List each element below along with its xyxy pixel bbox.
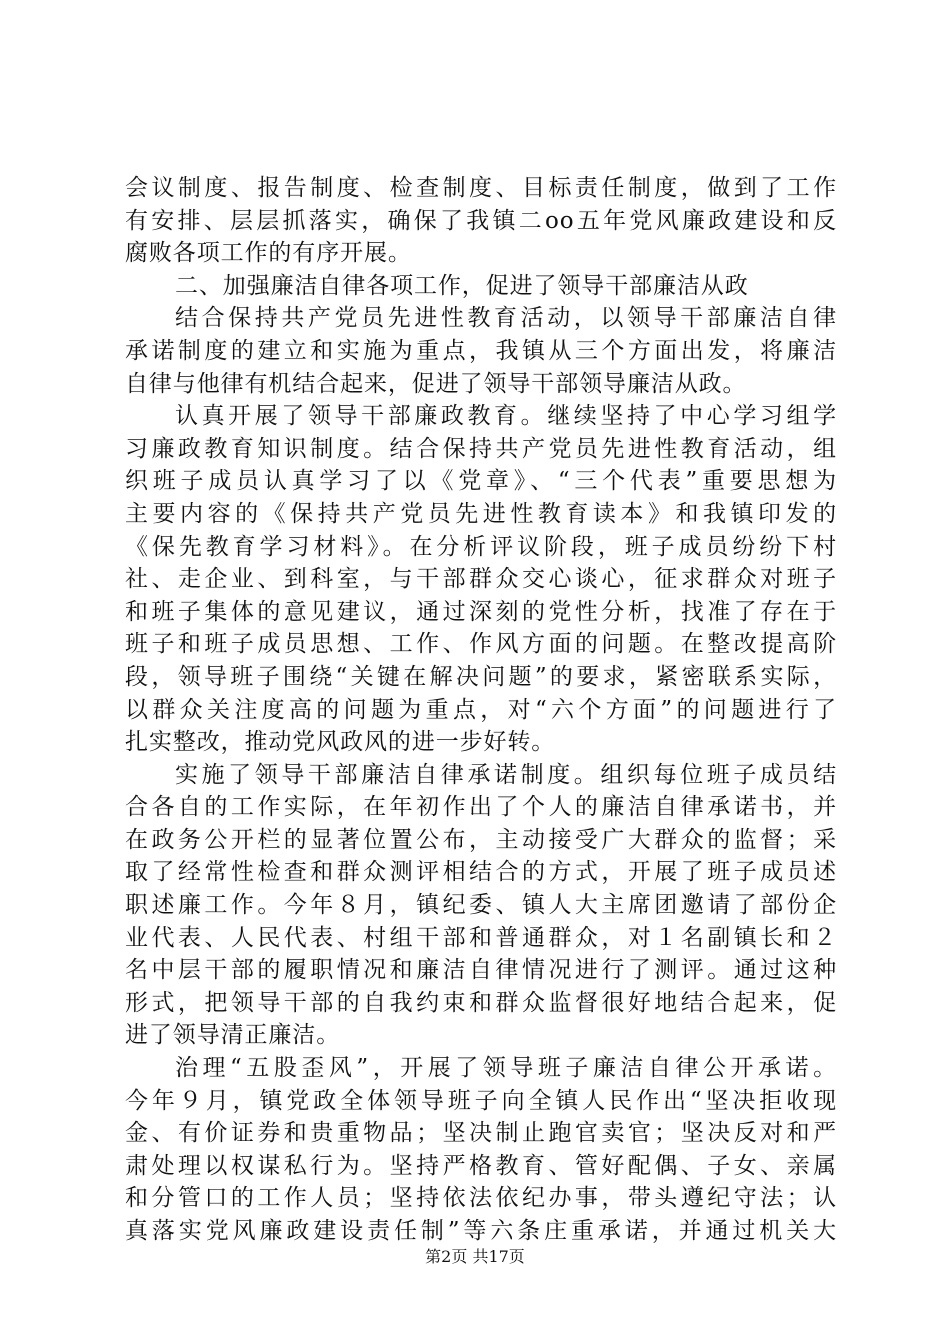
text-line: 以群众关注度高的问题为重点，对“六个方面”的问题进行了 <box>125 696 837 723</box>
text-line: 业代表、人民代表、村组干部和普通群众，对１名副镇长和２ <box>125 924 837 951</box>
page-footer: 第2页 共17页 <box>425 1247 525 1266</box>
text-line: 主要内容的《保持共产党员先进性教育读本》和我镇印发的 <box>125 500 837 527</box>
text-line: 认真开展了领导干部廉政教育。继续坚持了中心学习组学 <box>175 403 837 430</box>
text-line: 腐败各项工作的有序开展。 <box>125 240 412 267</box>
text-line: 织班子成员认真学习了以《党章》、“三个代表”重要思想为 <box>125 468 837 495</box>
text-line: 习廉政教育知识制度。结合保持共产党员先进性教育活动，组 <box>125 435 837 462</box>
text-line: 形式，把领导干部的自我约束和群众监督很好地结合起来，促 <box>125 989 837 1016</box>
text-line: 和分管口的工作人员；坚持依法依纪办事，带头遵纪守法；认 <box>125 1185 837 1212</box>
text-line: 实施了领导干部廉洁自律承诺制度。组织每位班子成员结 <box>175 761 837 788</box>
text-line: 进了领导清正廉洁。 <box>125 1022 341 1049</box>
text-line: 取了经常性检查和群众测评相结合的方式，开展了班子成员述 <box>125 859 837 886</box>
text-line: 自律与他律有机结合起来，促进了领导干部领导廉洁从政。 <box>125 370 747 397</box>
text-line: 名中层干部的履职情况和廉洁自律情况进行了测评。通过这种 <box>125 957 837 984</box>
text-line: 会议制度、报告制度、检查制度、目标责任制度，做到了工作 <box>125 175 837 201</box>
text-line: 二、加强廉洁自律各项工作，促进了领导干部廉洁从政 <box>175 272 749 299</box>
text-line: 和班子集体的意见建议，通过深刻的党性分析，找准了存在于 <box>125 598 837 625</box>
text-line: 段，领导班子围绕“关键在解决问题”的要求，紧密联系实际， <box>125 663 837 690</box>
text-line: 今年９月，镇党政全体领导班子向全镇人民作出“坚决拒收现 <box>125 1087 837 1114</box>
text-line: 治理“五股歪风”，开展了领导班子廉洁自律公开承诺。 <box>175 1055 837 1082</box>
text-line: 肃处理以权谋私行为。坚持严格教育、管好配偶、子女、亲属 <box>125 1152 837 1179</box>
text-line: 《保先教育学习材料》。在分析评议阶段，班子成员纷纷下村 <box>125 533 837 560</box>
text-line: 承诺制度的建立和实施为重点，我镇从三个方面出发，将廉洁 <box>125 337 837 364</box>
body-text <box>125 172 837 1248</box>
text-line: 金、有价证券和贵重物品；坚决制止跑官卖官；坚决反对和严 <box>125 1120 837 1147</box>
text-line: 在政务公开栏的显著位置公布，主动接受广大群众的监督；采 <box>125 826 837 853</box>
text-line: 职述廉工作。今年８月，镇纪委、镇人大主席团邀请了部份企 <box>125 892 837 919</box>
text-line: 班子和班子成员思想、工作、作风方面的问题。在整改提高阶 <box>125 631 837 658</box>
text-line: 合各自的工作实际，在年初作出了个人的廉洁自律承诺书，并 <box>125 794 837 821</box>
text-line: 扎实整改，推动党风政风的进一步好转。 <box>125 729 556 756</box>
text-line: 结合保持共产党员先进性教育活动，以领导干部廉洁自律 <box>175 305 837 332</box>
text-line: 真落实党风廉政建设责任制”等六条庄重承诺，并通过机关大 <box>125 1218 837 1244</box>
text-line: 有安排、层层抓落实，确保了我镇二oo五年党风廉政建设和反 <box>125 207 837 234</box>
text-line: 社、走企业、到科室，与干部群众交心谈心，征求群众对班子 <box>125 566 837 593</box>
